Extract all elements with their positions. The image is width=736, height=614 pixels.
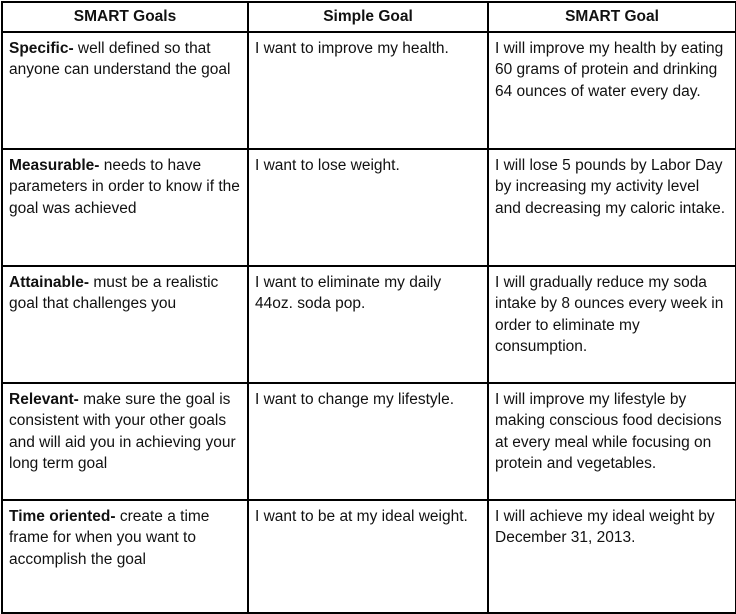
criterion-cell (2, 383, 248, 500)
table-row-specific (2, 32, 736, 149)
smart-goal-cell: I will improve my lifestyle by making conscious food decisions at every meal while focusing on protein and vegetables. (488, 383, 736, 500)
criterion-definition: well defined so that anyone can understand the goal (9, 39, 231, 78)
header-row (2, 2, 736, 32)
criterion-definition: make sure the goal is consistent with your other goals and will aid you in achieving your long term goal (9, 390, 236, 472)
simple-goal-cell: I want to improve my health. (248, 32, 488, 149)
simple-goal-cell: I want to be at my ideal weight. (248, 500, 488, 613)
simple-goal-cell: I want to lose weight. (248, 149, 488, 266)
criterion-cell (2, 149, 248, 266)
header-smart-goals: SMART Goals (2, 2, 248, 32)
criterion-term: Attainable- (9, 273, 90, 291)
simple-goal-cell: I want to eliminate my daily 44oz. soda pop. (248, 266, 488, 383)
smart-goal-cell: I will achieve my ideal weight by December 31, 2013. (488, 500, 736, 613)
criterion-term: Specific- (9, 39, 74, 57)
table-row-time-oriented (2, 500, 736, 613)
criterion-term: Relevant- (9, 390, 79, 408)
criterion-definition: needs to have parameters in order to know if the goal was achieved (9, 156, 240, 217)
smart-goal-cell: I will gradually reduce my soda intake by 8 ounces every week in order to eliminate my consumption. (488, 266, 736, 383)
simple-goal-cell: I want to change my lifestyle. (248, 383, 488, 500)
smart-goals-table (1, 1, 736, 614)
criterion-definition: create a time frame for when you want to accomplish the goal (9, 507, 210, 568)
criterion-cell (2, 266, 248, 383)
header-smart-goal: SMART Goal (488, 2, 736, 32)
smart-goal-cell: I will improve my health by eating 60 grams of protein and drinking 64 ounces of water every day. (488, 32, 736, 149)
criterion-definition: must be a realistic goal that challenges you (9, 273, 219, 312)
criterion-term: Measurable- (9, 156, 100, 174)
table-row-attainable (2, 266, 736, 383)
header-simple-goal: Simple Goal (248, 2, 488, 32)
criterion-term: Time oriented- (9, 507, 116, 525)
table-row-measurable (2, 149, 736, 266)
table-row-relevant (2, 383, 736, 500)
criterion-cell (2, 500, 248, 613)
criterion-cell (2, 32, 248, 149)
smart-goal-cell: I will lose 5 pounds by Labor Day by increasing my activity level and decreasing my caloric intake. (488, 149, 736, 266)
